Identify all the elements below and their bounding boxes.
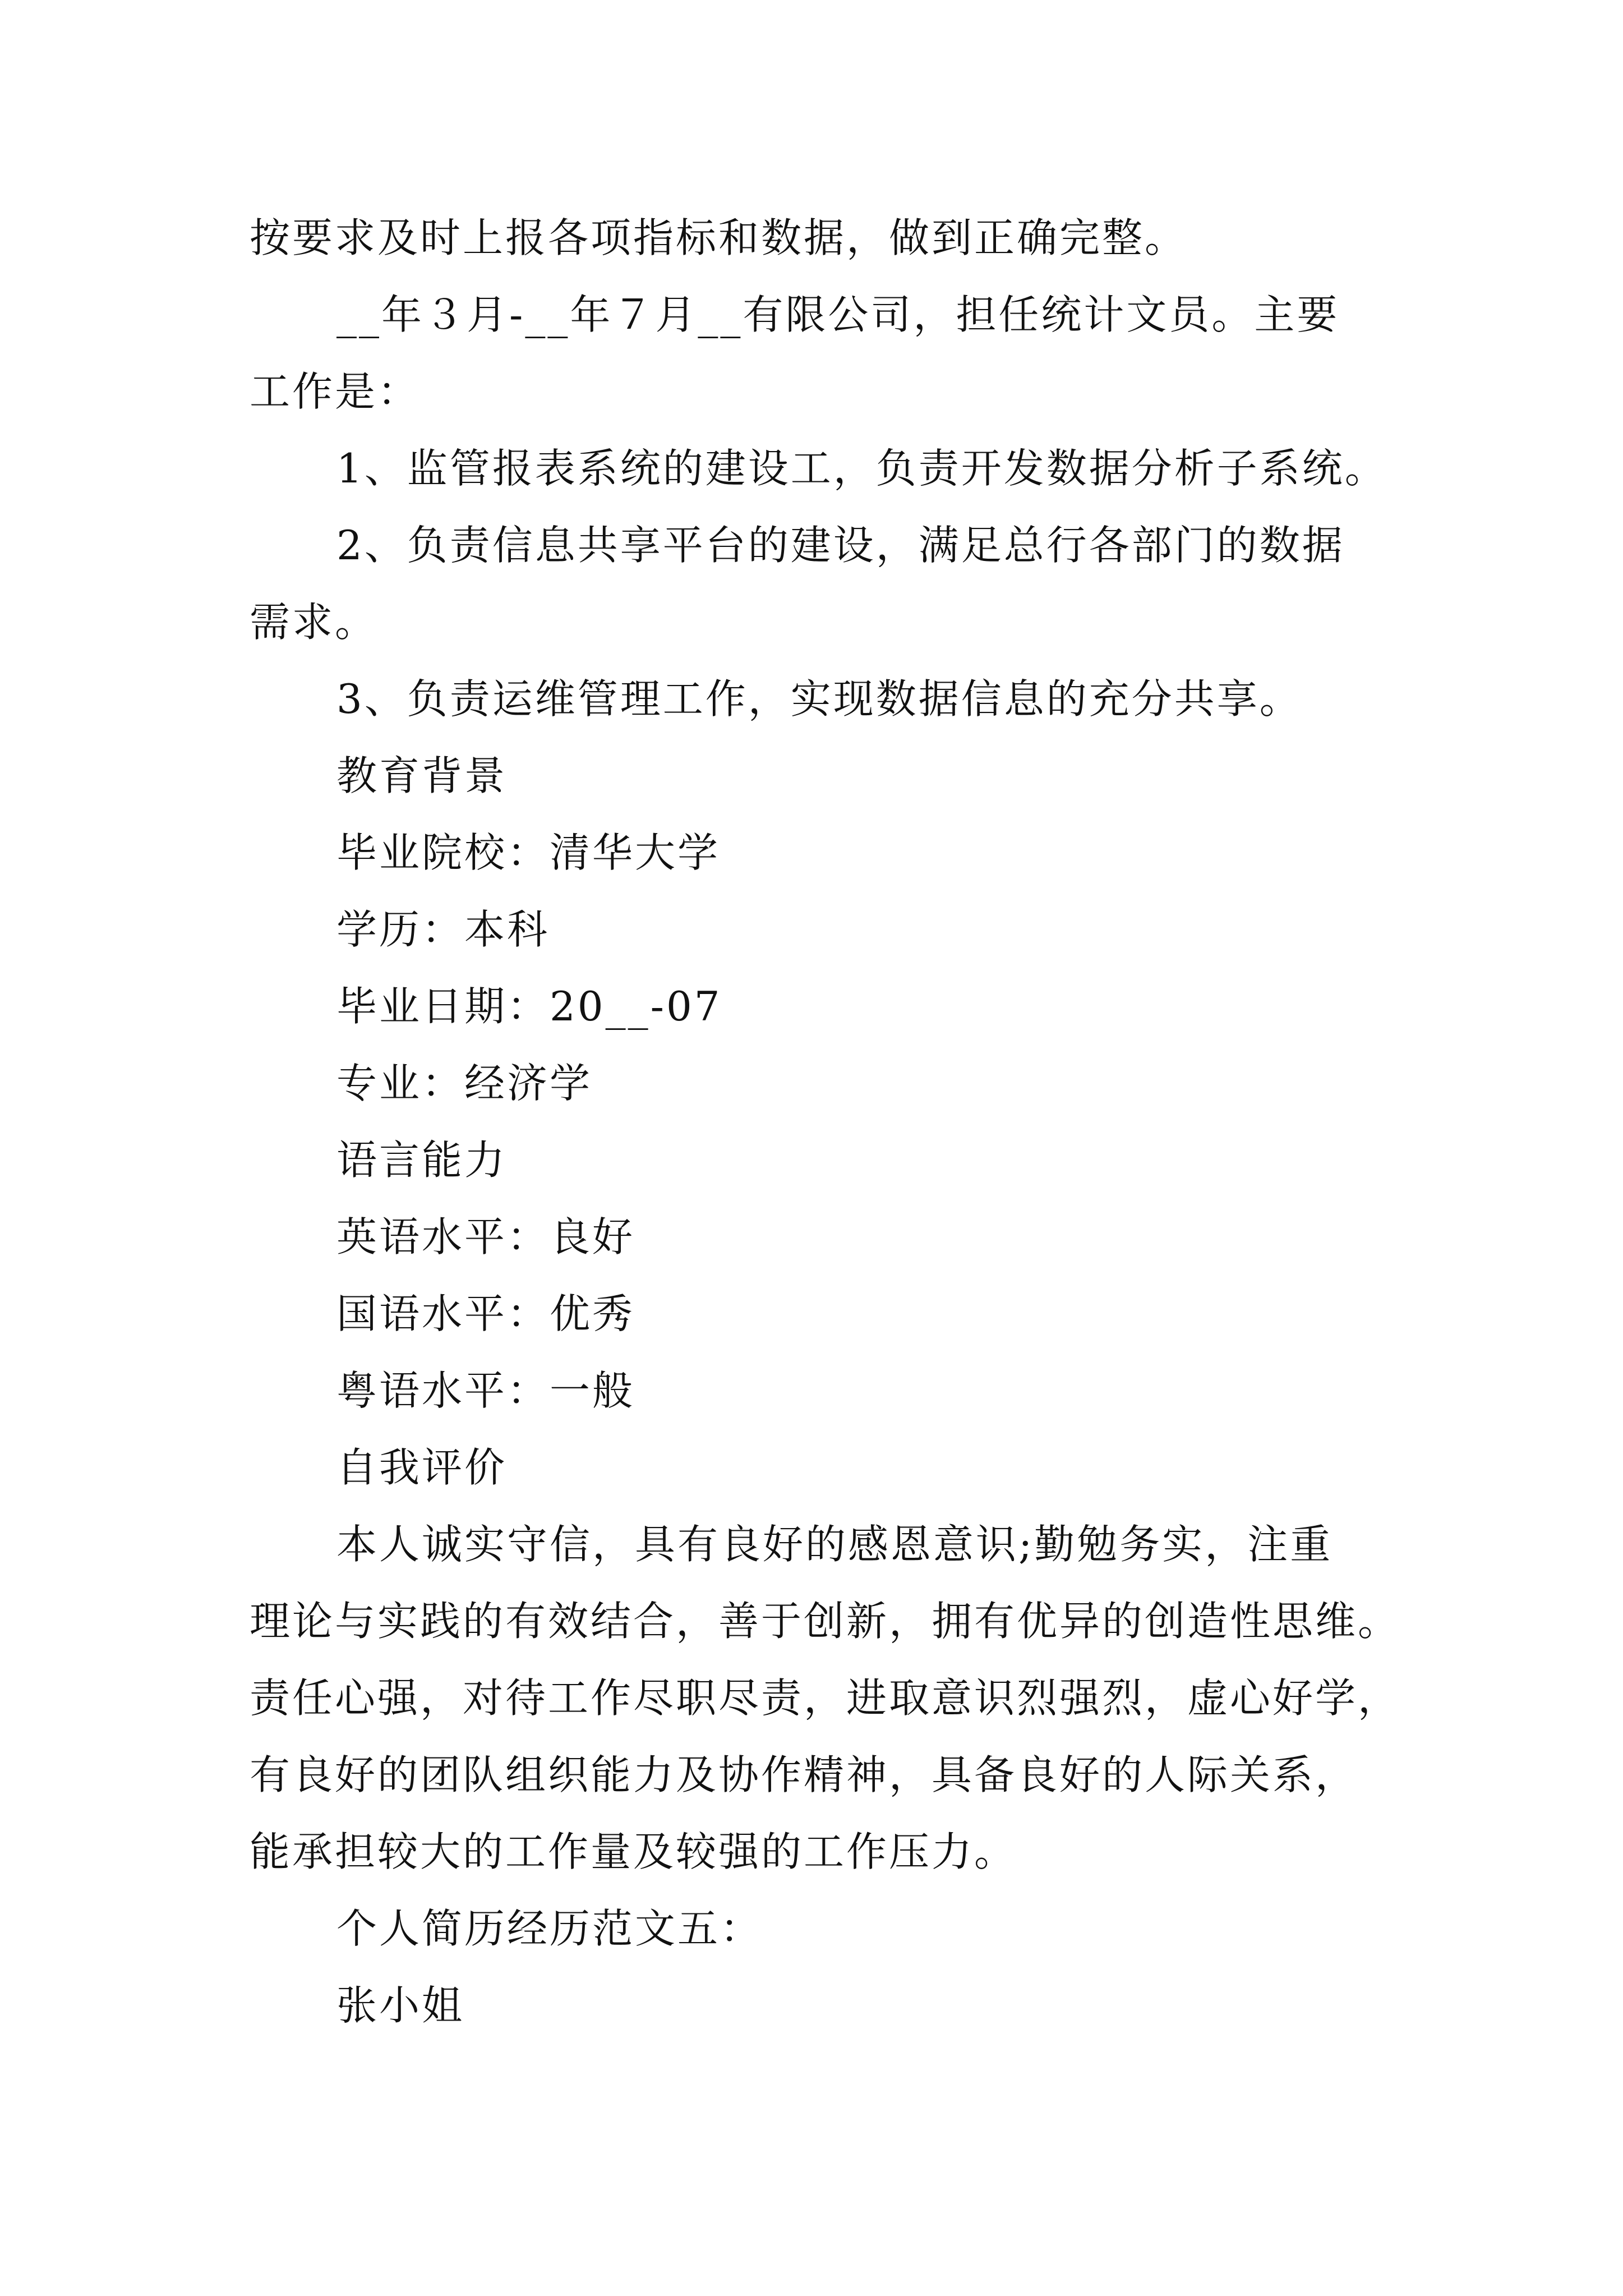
section-heading-language: 语言能力 [336,1137,508,1184]
self-evaluation-line: 理论与实践的有效结合，善于创新，拥有优异的创造性思维。 [250,1598,1401,1645]
section-heading-self-evaluation: 自我评价 [336,1444,508,1491]
education-major: 专业：经济学 [336,1060,593,1107]
self-evaluation-line: 有良好的团队组织能力及协作精神，具备良好的人际关系， [250,1751,1358,1798]
education-school: 毕业院校：清华大学 [336,829,721,876]
candidate-name: 张小姐 [336,1982,465,2029]
job-entry-line: 工作是： [250,368,421,415]
self-evaluation-line: 本人诚实守信，具有良好的感恩意识;勤勉务实，注重 [336,1521,1333,1568]
duty-item: 1、监管报表系统的建设工，负责开发数据分析子系统。 [336,445,1387,492]
education-degree: 学历：本科 [336,906,550,953]
duty-item: 需求。 [250,599,378,646]
sample-title: 个人简历经历范文五： [336,1905,763,1952]
job-entry-line: __年３月-__年７月__有限公司，担任统计文员。主要 [336,291,1340,338]
self-evaluation-line: 责任心强，对待工作尽职尽责，进取意识烈强烈，虚心好学， [250,1674,1401,1722]
education-grad-date: 毕业日期：20__-07 [336,983,722,1030]
work-experience-tail: 按要求及时上报各项指标和数据，做到正确完整。 [250,214,1188,261]
language-english: 英语水平：良好 [336,1213,635,1260]
self-evaluation-line: 能承担较大的工作量及较强的工作压力。 [250,1828,1017,1875]
language-cantonese: 粤语水平：一般 [336,1367,635,1414]
duty-item: 2、负责信息共享平台的建设，满足总行各部门的数据 [336,522,1345,569]
section-heading-education: 教育背景 [336,752,508,799]
duty-item: 3、负责运维管理工作，实现数据信息的充分共享。 [336,675,1302,723]
language-mandarin: 国语水平：优秀 [336,1290,635,1337]
